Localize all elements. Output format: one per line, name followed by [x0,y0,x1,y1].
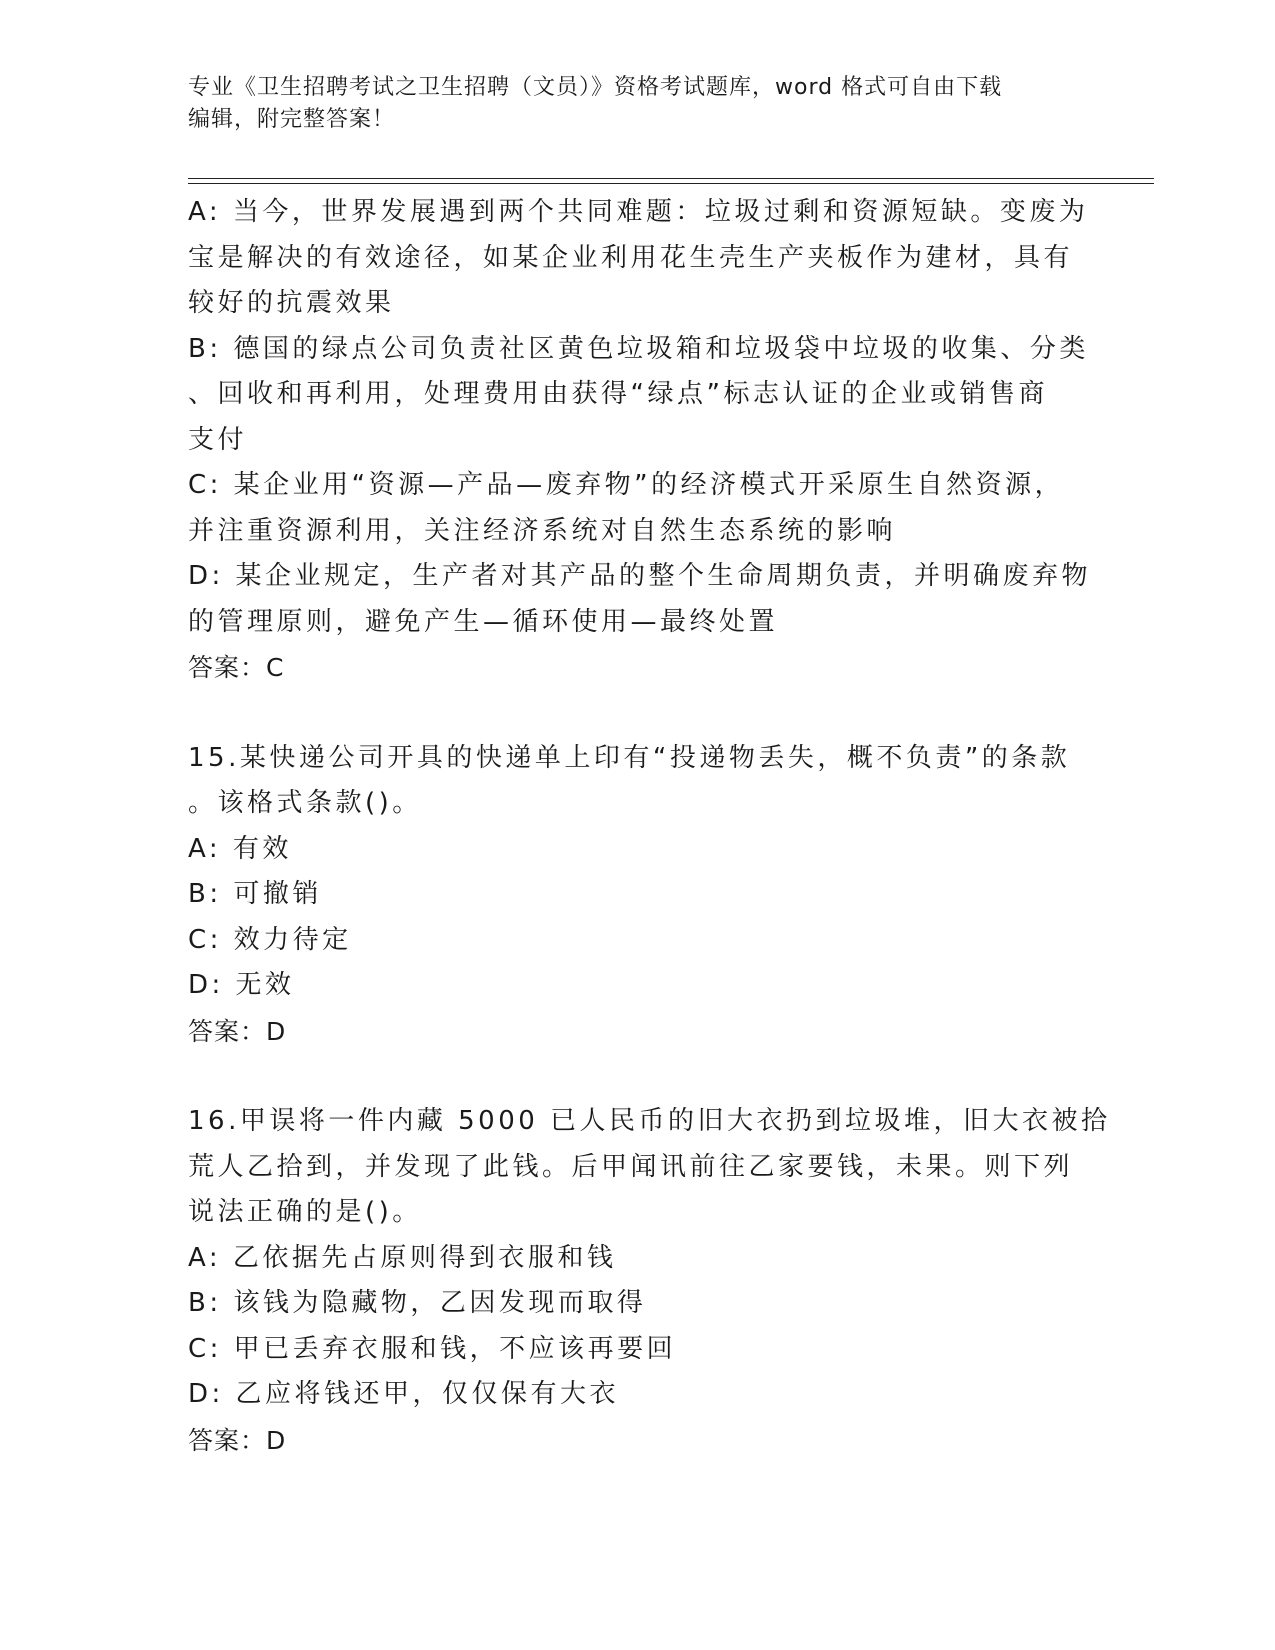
question-stem-line: 荒人乙拾到，并发现了此钱。后甲闻讯前往乙家要钱，未果。则下列 [188,1151,1074,1182]
option-d-line: D: 某企业规定，生产者对其产品的整个生命周期负责，并明确废弃物 [188,561,1092,591]
option-d-line: 的管理原则，避免产生—循环使用—最终处置 [188,606,779,637]
option-b: B: 该钱为隐藏物，乙因发现而取得 [188,1288,647,1318]
option-a-line: 宝是解决的有效途径，如某企业利用花生壳生产夹板作为建材，具有 [188,242,1074,273]
option-a-line: A: 当今，世界发展遇到两个共同难题：垃圾过剩和资源短缺。变废为 [188,197,1089,227]
option-b-line: 支付 [188,424,248,455]
option-a: A: 有效 [188,833,292,864]
question-16 [188,1099,1111,1463]
answer: 答案：D [188,1016,287,1046]
answer: 答案：D [188,1425,287,1455]
option-d: D: 乙应将钱还甲，仅仅保有大衣 [188,1379,620,1409]
header-line-1: 专业《卫生招聘考试之卫生招聘（文员）》资格考试题库，word 格式可自由下载 [188,75,1003,100]
question-stem-line: 。该格式条款()。 [188,788,422,818]
question-14 [188,190,1092,691]
question-stem-line: 16.甲误将一件内藏 5000 已人民币的旧大衣扔到垃圾堆，旧大衣被拾 [188,1106,1111,1136]
header-rule-top [188,178,1154,179]
option-c-line: 并注重资源利用，关注经济系统对自然生态系统的影响 [188,515,897,546]
option-b [188,327,1089,464]
option-c-line: C: 某企业用“资源—产品—废弃物”的经济模式开采原生自然资源， [188,470,1065,500]
spacer [188,1054,1078,1099]
option-a [188,190,1089,327]
answer: 答案：C [188,653,285,682]
header-line-2: 编辑，附完整答案！ [188,107,396,132]
header-rule-bottom [188,183,1154,184]
option-a-line: 较好的抗震效果 [188,288,395,318]
option-b: B: 可撤销 [188,879,322,909]
option-d: D: 无效 [188,970,295,1000]
question-15 [188,736,1078,1055]
option-b-line: B: 德国的绿点公司负责社区黄色垃圾箱和垃圾袋中垃圾的收集、分类 [188,333,1089,364]
document-header [188,72,1088,136]
option-b-line: 、回收和再利用，处理费用由获得“绿点”标志认证的企业或销售商 [188,379,1048,409]
option-d [188,554,1092,645]
option-c: C: 甲已丢弃衣服和钱，不应该再要回 [188,1333,677,1364]
document-body [188,190,1111,1463]
spacer [188,691,1078,736]
option-c [188,463,1078,554]
option-c: C: 效力待定 [188,924,352,955]
option-a: A: 乙依据先占原则得到衣服和钱 [188,1242,617,1273]
question-stem-line: 15.某快递公司开具的快递单上印有“投递物丢失，概不负责”的条款 [188,742,1071,773]
question-stem-line: 说法正确的是()。 [188,1197,422,1227]
